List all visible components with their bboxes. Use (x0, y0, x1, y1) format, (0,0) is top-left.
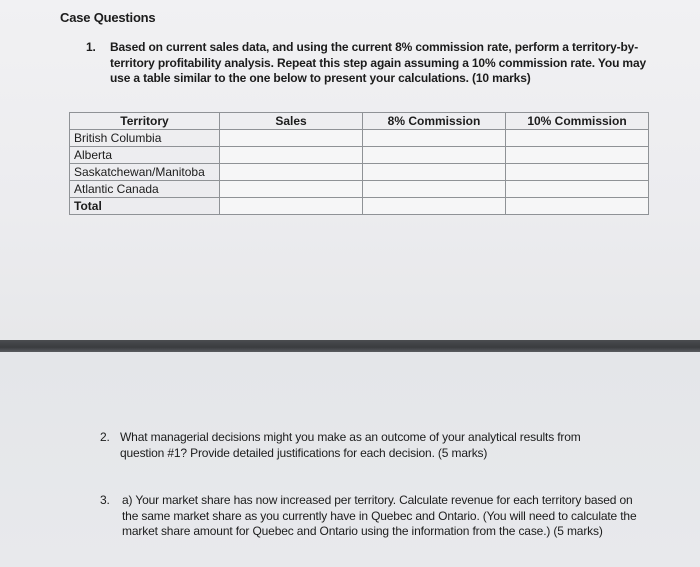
commission-10-cell (506, 198, 649, 215)
section-heading: Case Questions (60, 10, 156, 25)
table-row (70, 181, 649, 198)
question-1 (86, 40, 656, 87)
territory-cell: British Columbia (70, 130, 220, 147)
commission-8-cell (363, 198, 506, 215)
commission-8-cell (363, 130, 506, 147)
territory-cell: Alberta (70, 147, 220, 164)
commission-10-cell (506, 147, 649, 164)
header-sales: Sales (220, 113, 363, 130)
commission-8-cell (363, 181, 506, 198)
commission-10-cell (506, 164, 649, 181)
commission-10-cell (506, 181, 649, 198)
header-10-commission: 10% Commission (506, 113, 649, 130)
sales-cell (220, 147, 363, 164)
commission-8-cell (363, 164, 506, 181)
question-2 (100, 430, 620, 461)
sales-cell (220, 198, 363, 215)
table-row (70, 130, 649, 147)
question-3 (100, 493, 640, 540)
table-row-total (70, 198, 649, 215)
question-2-number: 2. (100, 430, 110, 444)
commission-8-cell (363, 147, 506, 164)
question-1-text: Based on current sales data, and using the current 8% commission rate, perform a territory-by-territory profitability analysis. Repeat this step again assuming a 10% commission rate. You may use a table similar to the one below to present your calculations. (10 marks) (110, 40, 647, 85)
sales-cell (220, 164, 363, 181)
table-row (70, 147, 649, 164)
header-territory: Territory (70, 113, 220, 130)
question-3-text: a) Your market share has now increased per territory. Calculate revenue for each territory based on the same market share as you currently have in Quebec and Ontario. (You will need to calculate the market share amount for Quebec and Ontario using the information from the case.) (5 marks) (122, 493, 637, 538)
sales-cell (220, 130, 363, 147)
page-divider (0, 340, 700, 352)
header-8-commission: 8% Commission (363, 113, 506, 130)
table-row (70, 164, 649, 181)
commission-10-cell (506, 130, 649, 147)
table-header-row (70, 113, 649, 130)
question-2-text: What managerial decisions might you make as an outcome of your analytical results from question #1? Provide detailed justifications for each decision. (5 marks) (120, 430, 581, 460)
territory-cell: Atlantic Canada (70, 181, 220, 198)
question-1-number: 1. (86, 40, 96, 54)
sales-cell (220, 181, 363, 198)
territory-cell: Saskatchewan/Manitoba (70, 164, 220, 181)
commission-table (69, 112, 649, 215)
territory-cell-total: Total (70, 198, 220, 215)
question-3-number: 3. (100, 493, 110, 507)
